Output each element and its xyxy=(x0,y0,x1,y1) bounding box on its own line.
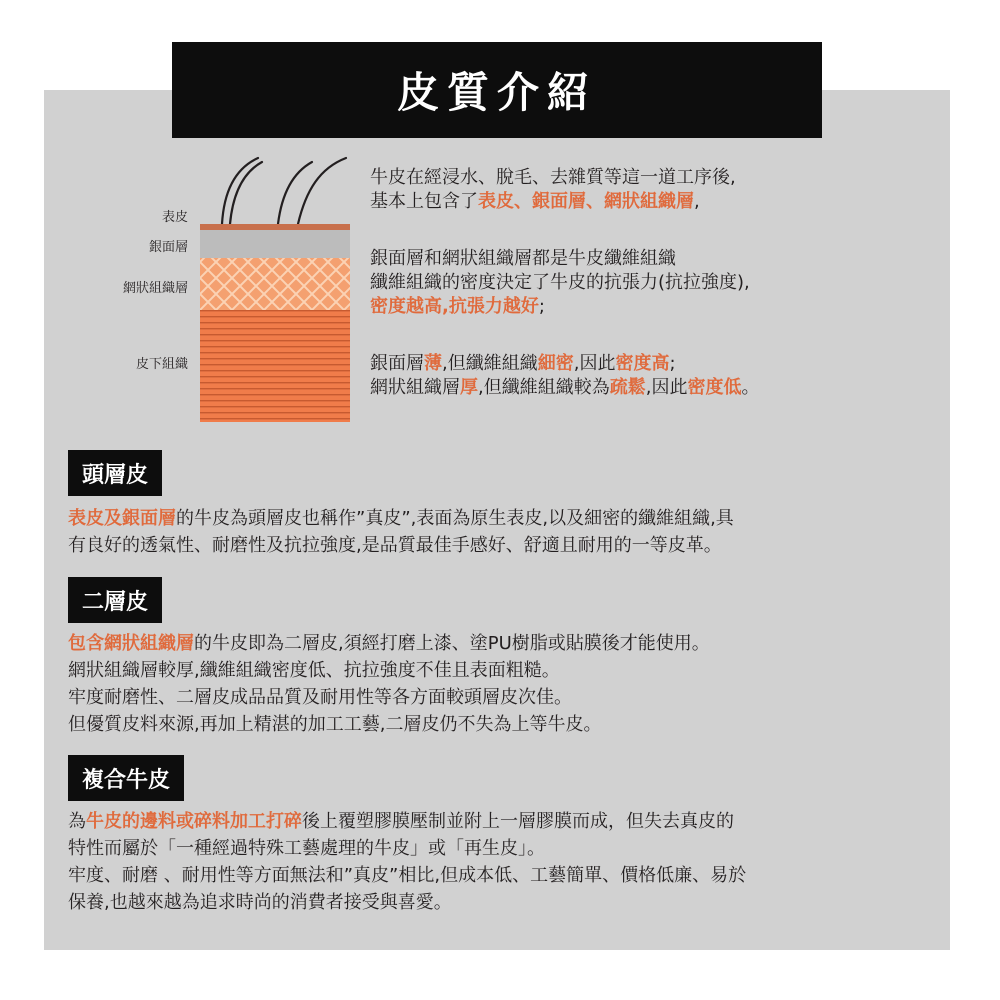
grain-layer xyxy=(200,230,350,258)
label-mesh-layer: 網狀組織層 xyxy=(122,281,188,296)
label-subcutaneous: 皮下組織 xyxy=(135,357,188,372)
intro-line: 牛皮在經浸水、脫毛、去雜質等這一道工序後, xyxy=(370,167,736,188)
leather-layer-diagram xyxy=(200,150,350,422)
intro-line: 基本上包含了表皮、銀面層、網狀組織層, xyxy=(370,191,700,212)
intro-line: 密度越高,抗張力越好; xyxy=(370,296,545,317)
intro-line: 銀面層和網狀組織層都是牛皮纖維組織 xyxy=(370,248,676,269)
section-heading-top-grain: 頭層皮 xyxy=(68,450,162,496)
section-heading-bonded: 複合牛皮 xyxy=(68,755,184,801)
mesh-layer xyxy=(200,258,350,310)
section-body-bonded: 為牛皮的邊料或碎料加工打碎後上覆塑膠膜壓制並附上一層膠膜而成，但失去真皮的 特性而屬於「一種經過特殊工藝處理的牛皮」或「再生皮」。 牢度、耐磨 、耐用性等方面無法和”真皮”相比,但成本低、工藝簡單、價格低廉、易於 保養,也越來越為追求時尚的消費者接受與喜愛。 xyxy=(68,811,747,913)
intro-line: 銀面層薄,但纖維組織細密,因此密度高; xyxy=(370,353,676,374)
section-body-top-grain: 表皮及銀面層的牛皮為頭層皮也稱作”真皮”,表面為原生表皮,以及細密的纖維組織,具 有良好的透氣性、耐磨性及抗拉強度,是品質最佳手感好、舒適且耐用的一等皮革。 xyxy=(68,508,734,556)
intro-line: 網狀組織層厚,但纖維組織較為疏鬆,因此密度低。 xyxy=(370,377,760,398)
intro-line: 纖維組織的密度決定了牛皮的抗張力(抗拉強度), xyxy=(370,272,750,293)
epidermis-layer xyxy=(200,224,350,230)
page-title: 皮質介紹 xyxy=(396,68,597,117)
label-epidermis: 表皮 xyxy=(161,210,188,225)
title-banner xyxy=(172,42,822,138)
section-heading-split: 二層皮 xyxy=(68,577,162,623)
subcutaneous-layer xyxy=(200,310,350,422)
label-grain-layer: 銀面層 xyxy=(148,240,188,255)
section-body-split: 包含網狀組織層的牛皮即為二層皮,須經打磨上漆、塗PU樹脂或貼膜後才能使用。 網狀組織層較厚,纖維組織密度低、抗拉強度不佳且表面粗糙。 牢度耐磨性、二層皮成品品質及耐用性等各方面較頭層皮次佳。 但優質皮料來源,再加上精湛的加工工藝,二層皮仍不失為上等牛皮。 xyxy=(68,633,710,735)
intro-text xyxy=(370,166,930,400)
